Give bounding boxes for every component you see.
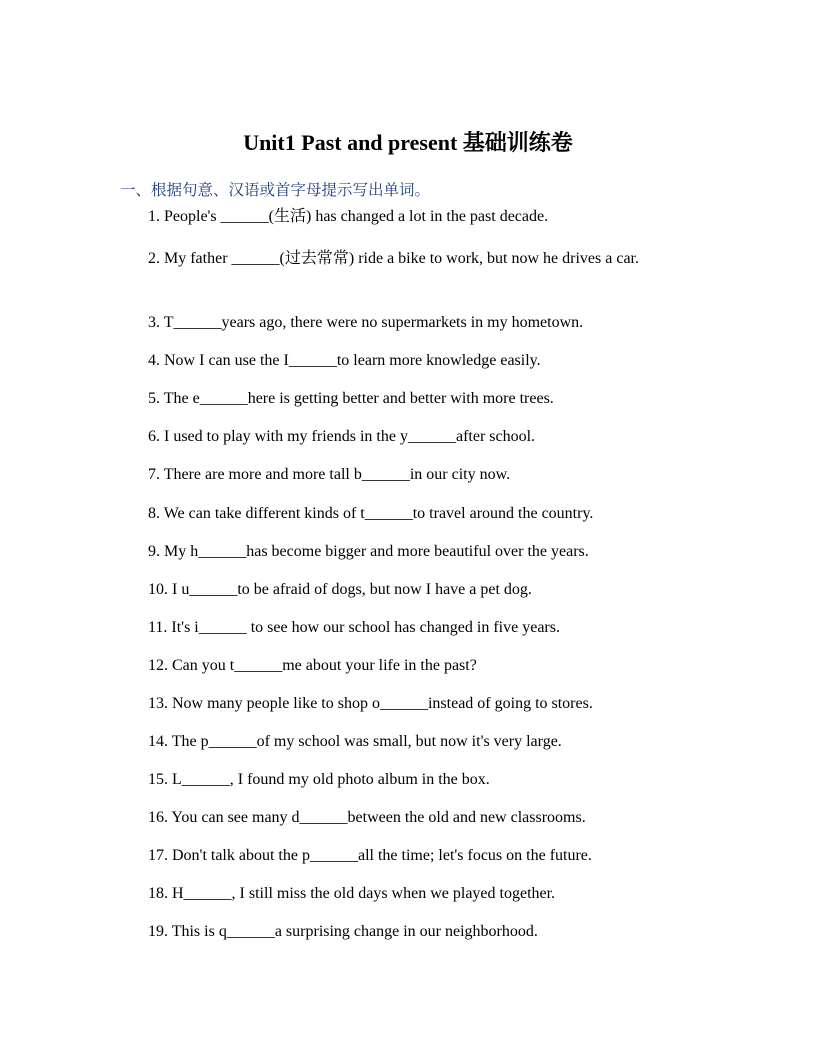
question-16 bbox=[120, 805, 692, 831]
question-8 bbox=[120, 501, 692, 527]
question-text: 4. Now I can use the I______to learn more knowledge easily. bbox=[148, 352, 541, 369]
question-text: 12. Can you t______me about your life in the past? bbox=[148, 657, 477, 674]
question-text: 7. There are more and more tall b______in our city now. bbox=[148, 466, 511, 483]
question-9 bbox=[120, 539, 692, 565]
question-3 bbox=[120, 310, 692, 336]
question-text: 13. Now many people like to shop o______instead of going to stores. bbox=[148, 695, 593, 712]
question-13 bbox=[120, 691, 692, 717]
question-17 bbox=[120, 843, 692, 869]
question-11 bbox=[120, 615, 692, 641]
question-text: 10. I u______to be afraid of dogs, but now I have a pet dog. bbox=[148, 581, 532, 598]
section-heading: 一、根据句意、汉语或首字母提示写出单词。 bbox=[120, 181, 431, 199]
question-text: 5. The e______here is getting better and better with more trees. bbox=[148, 390, 554, 407]
question-7 bbox=[120, 462, 692, 488]
question-text: 18. H______, I still miss the old days when we played together. bbox=[148, 885, 556, 902]
question-1 bbox=[120, 204, 692, 230]
question-text: 11. It's i______ to see how our school has changed in five years. bbox=[148, 619, 560, 636]
question-text: 8. We can take different kinds of t______to travel around the country. bbox=[148, 505, 594, 522]
question-15 bbox=[120, 767, 692, 793]
question-12 bbox=[120, 653, 692, 679]
question-4 bbox=[120, 348, 692, 374]
question-text: 17. Don't talk about the p______all the time; let's focus on the future. bbox=[148, 847, 592, 864]
question-text: 3. T______years ago, there were no supermarkets in my hometown. bbox=[148, 314, 584, 331]
question-text: 15. L______, I found my old photo album in the box. bbox=[148, 771, 490, 788]
question-text: 1. People's ______(生活) has changed a lot in the past decade. bbox=[148, 208, 549, 225]
question-18 bbox=[120, 881, 692, 907]
question-text: 19. This is q______a surprising change in our neighborhood. bbox=[148, 923, 538, 940]
question-text: 6. I used to play with my friends in the y______after school. bbox=[148, 428, 536, 445]
page-title: Unit1 Past and present 基础训练卷 bbox=[243, 130, 573, 155]
question-text: 9. My h______has become bigger and more beautiful over the years. bbox=[148, 543, 589, 560]
question-10 bbox=[120, 577, 692, 603]
question-5 bbox=[120, 386, 692, 412]
question-text: 14. The p______of my school was small, but now it's very large. bbox=[148, 733, 562, 750]
question-6 bbox=[120, 424, 692, 450]
question-2: 2. My father ______(过去常常) ride a bike to work, but now he drives a car. bbox=[148, 250, 639, 267]
question-19 bbox=[120, 919, 692, 945]
question-14 bbox=[120, 729, 692, 755]
question-text: 16. You can see many d______between the old and new classrooms. bbox=[148, 809, 586, 826]
